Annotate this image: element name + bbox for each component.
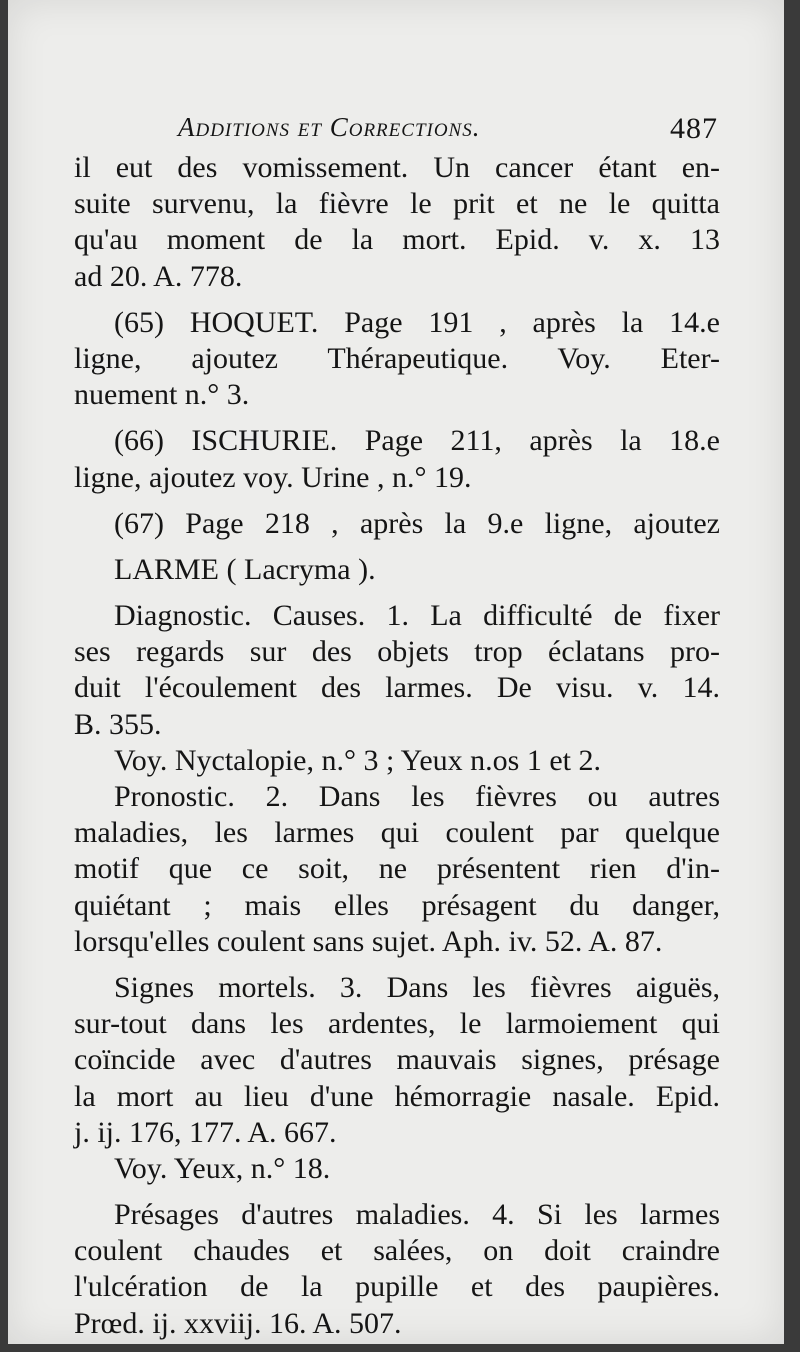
text-line: ligne, ajoutez voy. Urine , n.° 19. — [74, 460, 472, 494]
text-line: j. ij. 176, 177. A. 667. — [74, 1115, 337, 1149]
cross-reference: Voy. Nyctalopie, n.° 3 ; Yeux n.os 1 et 2. — [114, 743, 601, 777]
text-line: sur-tout dans les ardentes, le larmoiement qui — [74, 1007, 720, 1041]
entry-66-line: (66) ISCHURIE. Page 211, après la 18.e — [114, 424, 720, 458]
text-line: la mort au lieu d'une hémorragie nasale. Epid. — [74, 1079, 720, 1113]
text-line: B. 355. — [74, 707, 162, 741]
running-title: Additions et Corrections. — [178, 112, 481, 142]
text-line: ligne, ajoutez Thérapeutique. Voy. Eter- — [74, 341, 720, 375]
text-line: maladies, les larmes qui coulent par quelque — [74, 816, 720, 850]
text-line: lorsqu'elles coulent sans sujet. Aph. iv. 52. A. 87. — [74, 924, 663, 958]
text-line: coïncide avec d'autres mauvais signes, présage — [74, 1043, 720, 1077]
text-line: ad 20. A. 778. — [74, 259, 243, 293]
entry-67-line: (67) Page 218 , après la 9.e ligne, ajoutez — [114, 506, 720, 540]
body-text — [74, 150, 720, 1342]
running-header — [178, 112, 718, 143]
text-line: duit l'écoulement des larmes. De visu. v. 14. — [74, 671, 720, 705]
signes-mortels-paragraph: Signes mortels. 3. Dans les fièvres aiguës, — [114, 970, 720, 1004]
text-line: suite survenu, la fièvre le prit et ne le quitta — [74, 187, 720, 221]
text-line: coulent chaudes et salées, on doit craindre — [74, 1234, 720, 1268]
presages-paragraph: Présages d'autres maladies. 4. Si les larmes — [114, 1198, 720, 1232]
text-line: l'ulcération de la pupille et des paupières. — [74, 1270, 720, 1304]
text-line: quiétant ; mais elles présagent du danger, — [74, 888, 720, 922]
text-line: nuement n.° 3. — [74, 378, 250, 412]
cross-reference: Voy. Yeux, n.° 18. — [114, 1151, 331, 1185]
text-line: il eut des vomissement. Un cancer étant en- — [74, 151, 720, 184]
text-line: motif que ce soit, ne présentent rien d'in- — [74, 852, 720, 886]
diagnostic-paragraph: Diagnostic. Causes. 1. La difficulté de fixer — [114, 599, 720, 633]
pronostic-paragraph: Pronostic. 2. Dans les fièvres ou autres — [114, 780, 720, 813]
book-page — [8, 0, 784, 1344]
section-heading-larme: LARME ( Lacryma ). — [114, 552, 376, 586]
entry-65-line: (65) HOQUET. Page 191 , après la 14.e — [114, 305, 720, 339]
text-line: Prœd. ij. xxviij. 16. A. 507. — [74, 1306, 402, 1340]
page-number: 487 — [670, 112, 718, 145]
text-line: qu'au moment de la mort. Epid. v. x. 13 — [74, 223, 720, 257]
text-line: ses regards sur des objets trop éclatans pro- — [74, 635, 720, 669]
